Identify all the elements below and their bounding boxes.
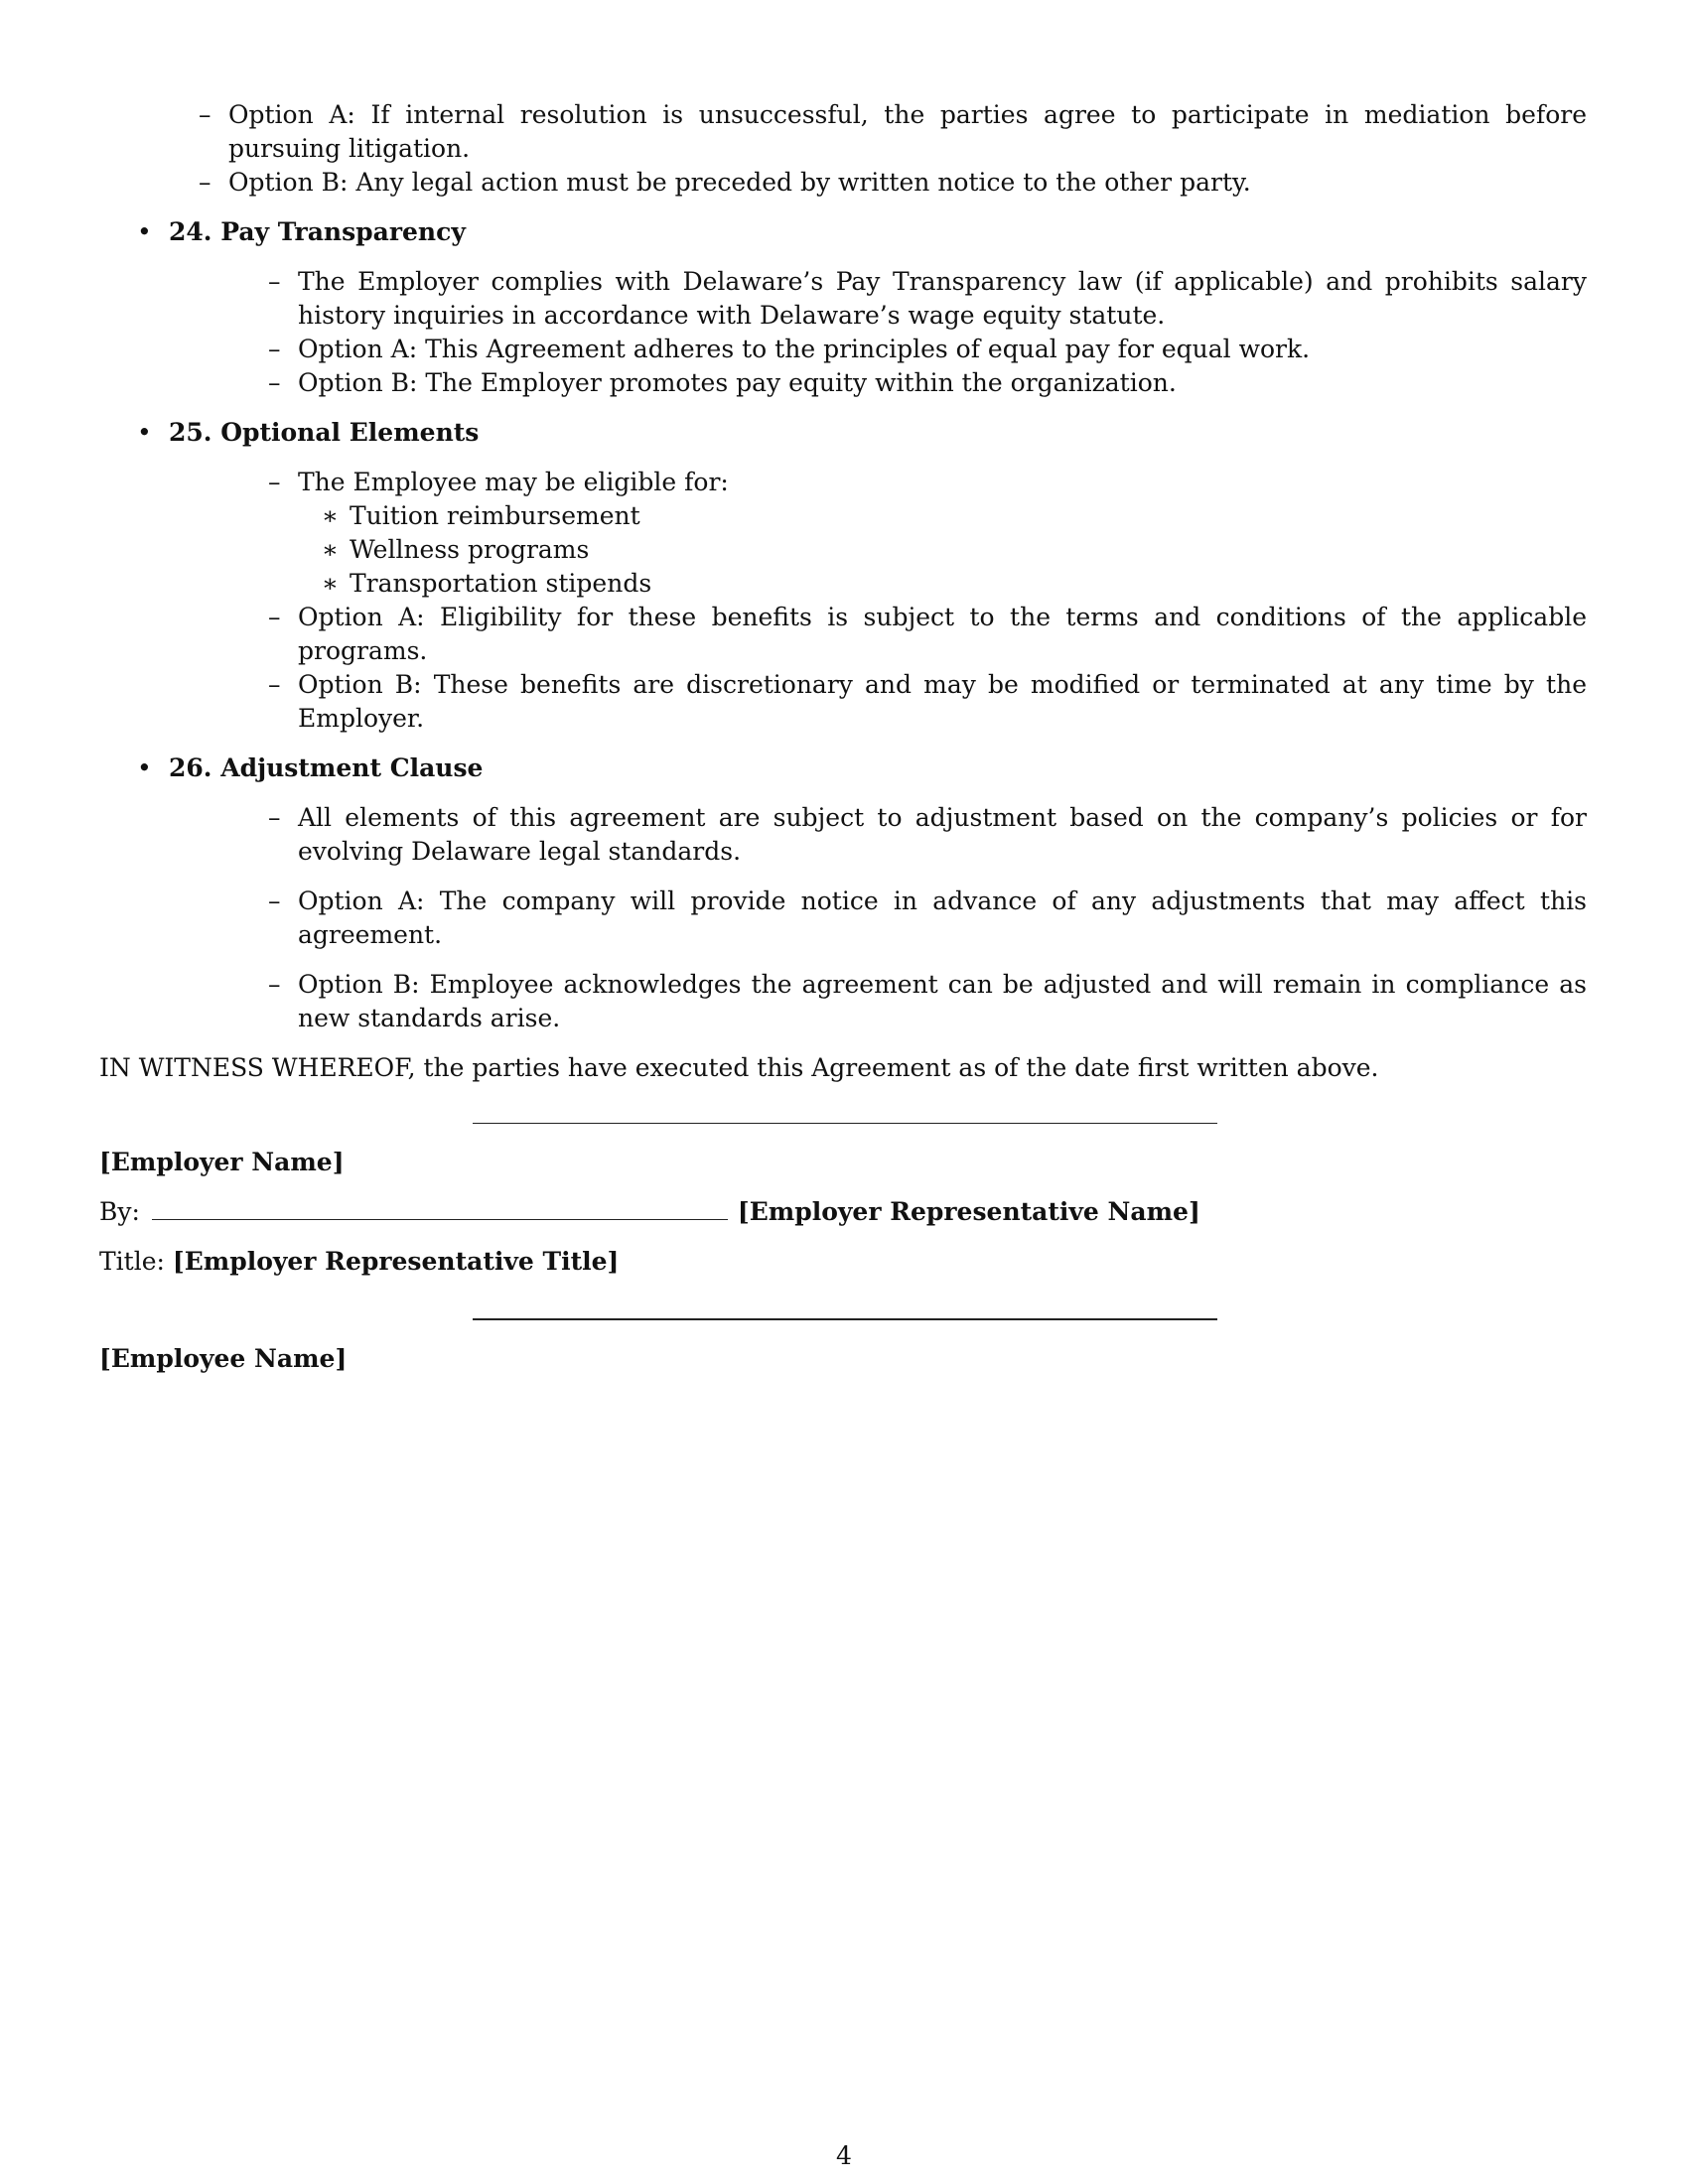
section-items [169, 801, 1587, 1035]
benefit-item: ∗ Wellness programs [350, 533, 1587, 567]
benefit-item: ∗ Tuition reimbursement [350, 499, 1587, 533]
list-item: – Option A: If internal resolution is unsuccessful, the parties agree to participate in mediation before pursuing litigation. [228, 98, 1587, 166]
list-item: – Option B: Any legal action must be preceded by written notice to the other party. [228, 166, 1587, 200]
section-title: • 24. Pay Transparency [169, 217, 466, 246]
list-item: – Option A: The company will provide notice in advance of any adjustments that may affect this agreement. [298, 885, 1587, 952]
section-items [169, 265, 1587, 400]
employee-name: [Employee Name] [99, 1344, 348, 1373]
dispute-options-list [99, 98, 1587, 200]
section-pay-transparency [99, 215, 1587, 400]
list-item: – Option B: Employee acknowledges the agreement can be adjusted and will remain in compliance as new standards arise. [298, 968, 1587, 1035]
page-number: 4 [836, 2141, 852, 2170]
eligibility-lead: The Employee may be eligible for: [298, 468, 729, 496]
employer-name: [Employer Name] [99, 1148, 345, 1176]
list-item: – Option B: These benefits are discretionary and may be modified or terminated at any time by the Employer. [298, 668, 1587, 736]
section-items [169, 466, 1587, 736]
by-row [99, 1195, 1587, 1229]
document-page [99, 98, 1587, 1376]
employer-signature-line[interactable] [473, 1123, 1217, 1124]
section-optional-elements [99, 416, 1587, 736]
representative-title: [Employer Representative Title] [172, 1247, 620, 1276]
witness-statement: IN WITNESS WHEREOF, the parties have executed this Agreement as of the date first written above. [99, 1053, 1379, 1082]
section-adjustment-clause [99, 751, 1587, 1035]
benefits-list [298, 499, 1587, 601]
list-item: – Option A: This Agreement adheres to the principles of equal pay for equal work. [298, 333, 1587, 366]
list-item: – Option B: The Employer promotes pay equity within the organization. [298, 366, 1587, 400]
section-title: • 25. Optional Elements [169, 418, 480, 447]
by-signature-blank[interactable] [152, 1195, 728, 1220]
by-label: By: [99, 1197, 140, 1226]
employee-signature-line[interactable] [473, 1318, 1217, 1320]
list-item [298, 466, 1587, 601]
list-item: – Option A: Eligibility for these benefits is subject to the terms and conditions of the applicable programs. [298, 601, 1587, 668]
list-item: – All elements of this agreement are subject to adjustment based on the company’s policies or for evolving Delaware legal standards. [298, 801, 1587, 869]
sections-list [99, 215, 1587, 1035]
section-title: • 26. Adjustment Clause [169, 753, 484, 782]
list-item: – The Employer complies with Delaware’s Pay Transparency law (if applicable) and prohibits salary history inquiries in accordance with Delaware’s wage equity statute. [298, 265, 1587, 333]
benefit-item: ∗ Transportation stipends [350, 567, 1587, 601]
title-label: Title: [99, 1247, 165, 1276]
title-row [99, 1245, 1587, 1279]
representative-name: [Employer Representative Name] [737, 1197, 1200, 1226]
